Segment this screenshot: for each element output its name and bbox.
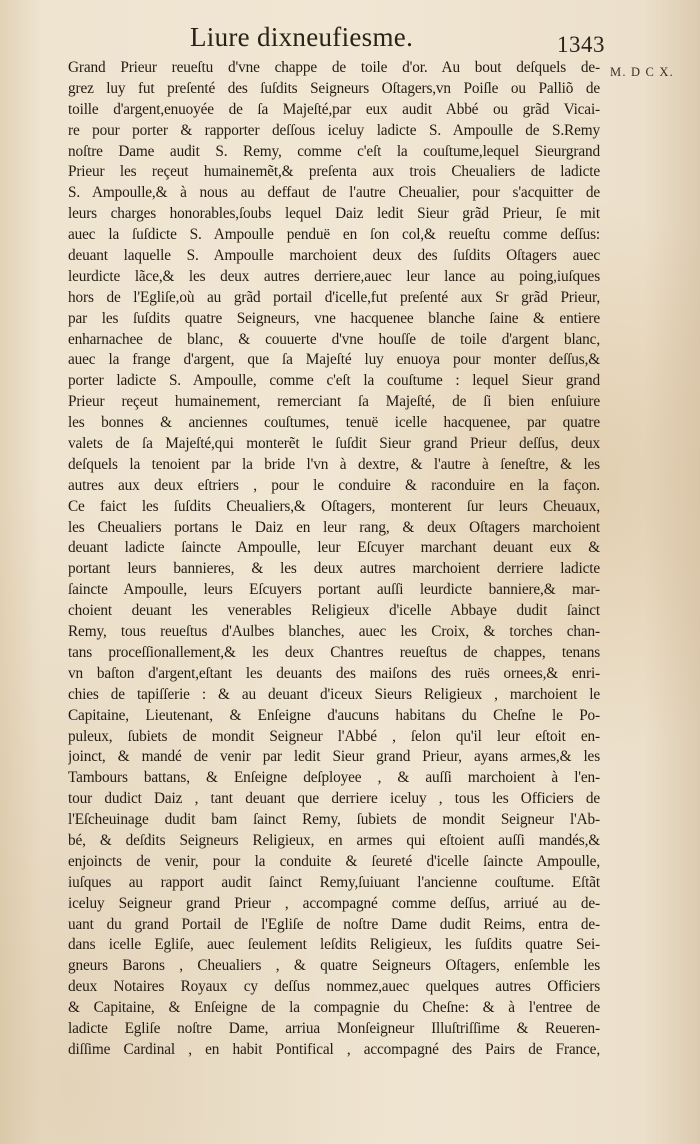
body-text [68,58,600,1061]
text-line: porter ladicte S. Ampoulle, comme c'eſt la couſtume : lequel Sieur grand [68,372,600,390]
text-line: enharnachee de blanc, & couuerte d'vne houſſe de toile d'argent blanc, [68,330,600,348]
text-line: auec la frange d'argent, que ſa Majeſté luy enuoya pour monter deſſus,& [68,351,600,369]
text-line: ſaincte Ampoulle, leurs Eſcuyers portant auſſi leurdicte banniere,& mar- [68,581,600,599]
text-line: enjoincts de venir, pour la conduite & ſeureté d'icelle ſaincte Ampoulle, [68,852,600,870]
text-line: auec la ſuſdicte S. Ampoulle penduë en ſon col,& reueſtu comme deſſus: [68,226,600,244]
text-line: les Cheualiers portans le Daiz en leur rang, & deux Oſtagers marchoient [68,518,600,536]
text-line: valets de ſa Majeſté,qui monterẽt le ſuſdit Sieur grand Prieur deſſus, deux [68,435,600,453]
text-line: & Capitaine, & Enſeigne de la compagnie du Cheſne: & à l'entree de [68,999,600,1017]
running-head: Liure dixneufiesme. [190,22,414,52]
text-line: vn baſton d'argent,eſtant les deuants des maiſons des ruës ornees,& enri- [68,664,600,682]
text-line: Prieur reçeut humainement, remerciant ſa Majeſté, de ſi bien enſuiure [68,393,600,411]
text-line: dans icelle Egliſe, auec ſeulement leſdits Religieux, les ſuſdits quatre Sei- [68,936,600,954]
text-line: deſquels la tenoient par la bride l'vn à dextre, & l'autre à ſeneſtre, & les [68,455,600,473]
text-line: joinct, & mandé de venir par ledit Sieur grand Prieur, ayans armes,& les [68,748,600,766]
text-line: Capitaine, Lieutenant, & Enſeigne d'aucuns habitans du Cheſne le Po- [68,706,600,724]
text-line: Ce faict les ſuſdits Cheualiers,& Oſtagers, monterent ſur leurs Cheuaux, [68,497,600,515]
text-line: l'Eſcheuinage dudit bam ſainct Remy, ſubiets de mondit Seigneur l'Ab- [68,811,600,829]
text-line: les bonnes & anciennes couſtumes, tenuë icelle hacquenee, par quatre [68,414,600,432]
text-line: tour dudict Daiz , tant deuant que derriere iceluy , tous les Officiers de [68,790,600,808]
text-line: toille d'argent,enuoyée de ſa Majeſté,par eux audit Abbé ou grãd Vicai- [68,100,600,118]
text-line: chies de tapiſſerie : & au deuant d'iceux Sieurs Religieux , marchoient le [68,685,600,703]
text-line: Tambours battans, & Enſeigne deſployee , & auſſi marchoient à l'en- [68,769,600,787]
text-line: portant leurs bannieres, & les deux autres marchoient derriere ladicte [68,560,600,578]
text-line: Remy, tous reueſtus d'Aulbes blanches, auec les Croix, & torches chan- [68,623,600,641]
text-line: iceluy Seigneur grand Prieur , accompagné comme deſſus, arriué au de- [68,894,600,912]
text-line: puleux, ſubiets de mondit Seigneur l'Abbé , ſelon qu'il leur eſtoit en- [68,727,600,745]
margin-note-year: M. D C X. [610,65,674,79]
text-line: grez luy fut preſenté des ſuſdits Seigneurs Oſtagers,vn Poiſle ou Palliõ de [68,79,600,97]
text-line: leurs charges honorables,ſoubs lequel Daiz ledit Sieur grãd Prieur, ſe mit [68,205,600,223]
text-line: uant du grand Portail de l'Egliſe de noſtre Dame dudit Reims, entra de- [68,915,600,933]
text-line: deuant ladicte ſaincte Ampoulle, leur Eſcuyer marchant deuant eux & [68,539,600,557]
text-line: deux Notaires Royaux cy deſſus nommez,auec quelques autres Officiers [68,978,600,996]
text-line: hors de l'Egliſe,où au grãd portail d'icelle,fut preſenté aux Sr grãd Prieur, [68,288,600,306]
text-line: par les ſuſdits quatre Seigneurs, vne hacquenee blanche ſaine & entiere [68,309,600,327]
text-line: ladicte Egliſe noſtre Dame, arriua Monſeigneur Illuſtriſſime & Reueren- [68,1019,600,1037]
text-line: bé, & deſdits Seigneurs Religieux, en armes qui eſtoient auſſi mandés,& [68,831,600,849]
text-line: Prieur les reçeut humainemẽt,& preſenta aux trois Cheualiers de ladicte [68,163,600,181]
text-line: noſtre Dame audit S. Remy, comme c'eſt la couſtume,lequel Sieurgrand [68,142,600,160]
text-line: re pour porter & rapporter deſſous iceluy ladicte S. Ampoulle de S.Remy [68,121,600,139]
page-number: 1343 [557,32,605,57]
text-line: tans proceſſionallement,& les deux Chantres reueſtus de chappes, tenans [68,643,600,661]
text-line: choient deuant les venerables Religieux d'icelle Abbaye dudit ſainct [68,602,600,620]
text-line: diſſime Cardinal , en habit Pontifical , accompagné des Pairs de France, [68,1040,600,1058]
text-line: deuant laquelle S. Ampoulle marchoient deux des ſuſdits Oſtagers auec [68,247,600,265]
text-line: Grand Prieur reueſtu d'vne chappe de toile d'or. Au bout deſquels de- [68,59,600,76]
text-line: leurdicte lãce,& les deux autres derriere,auec leur lance au poing,iuſques [68,267,600,285]
text-line: S. Ampoulle,& à nous au deffaut de l'autre Cheualier, pour s'acquitter de [68,184,600,202]
text-line: iuſques au rapport audit ſainct Remy,ſuiuant l'ancienne couſtume. Eſtãt [68,873,600,891]
text-line: autres aux deux eſtriers , pour le conduire & raconduire en la façon. [68,476,600,494]
text-line: gneurs Barons , Cheualiers , & quatre Seigneurs Oſtagers, enſemble les [68,957,600,975]
